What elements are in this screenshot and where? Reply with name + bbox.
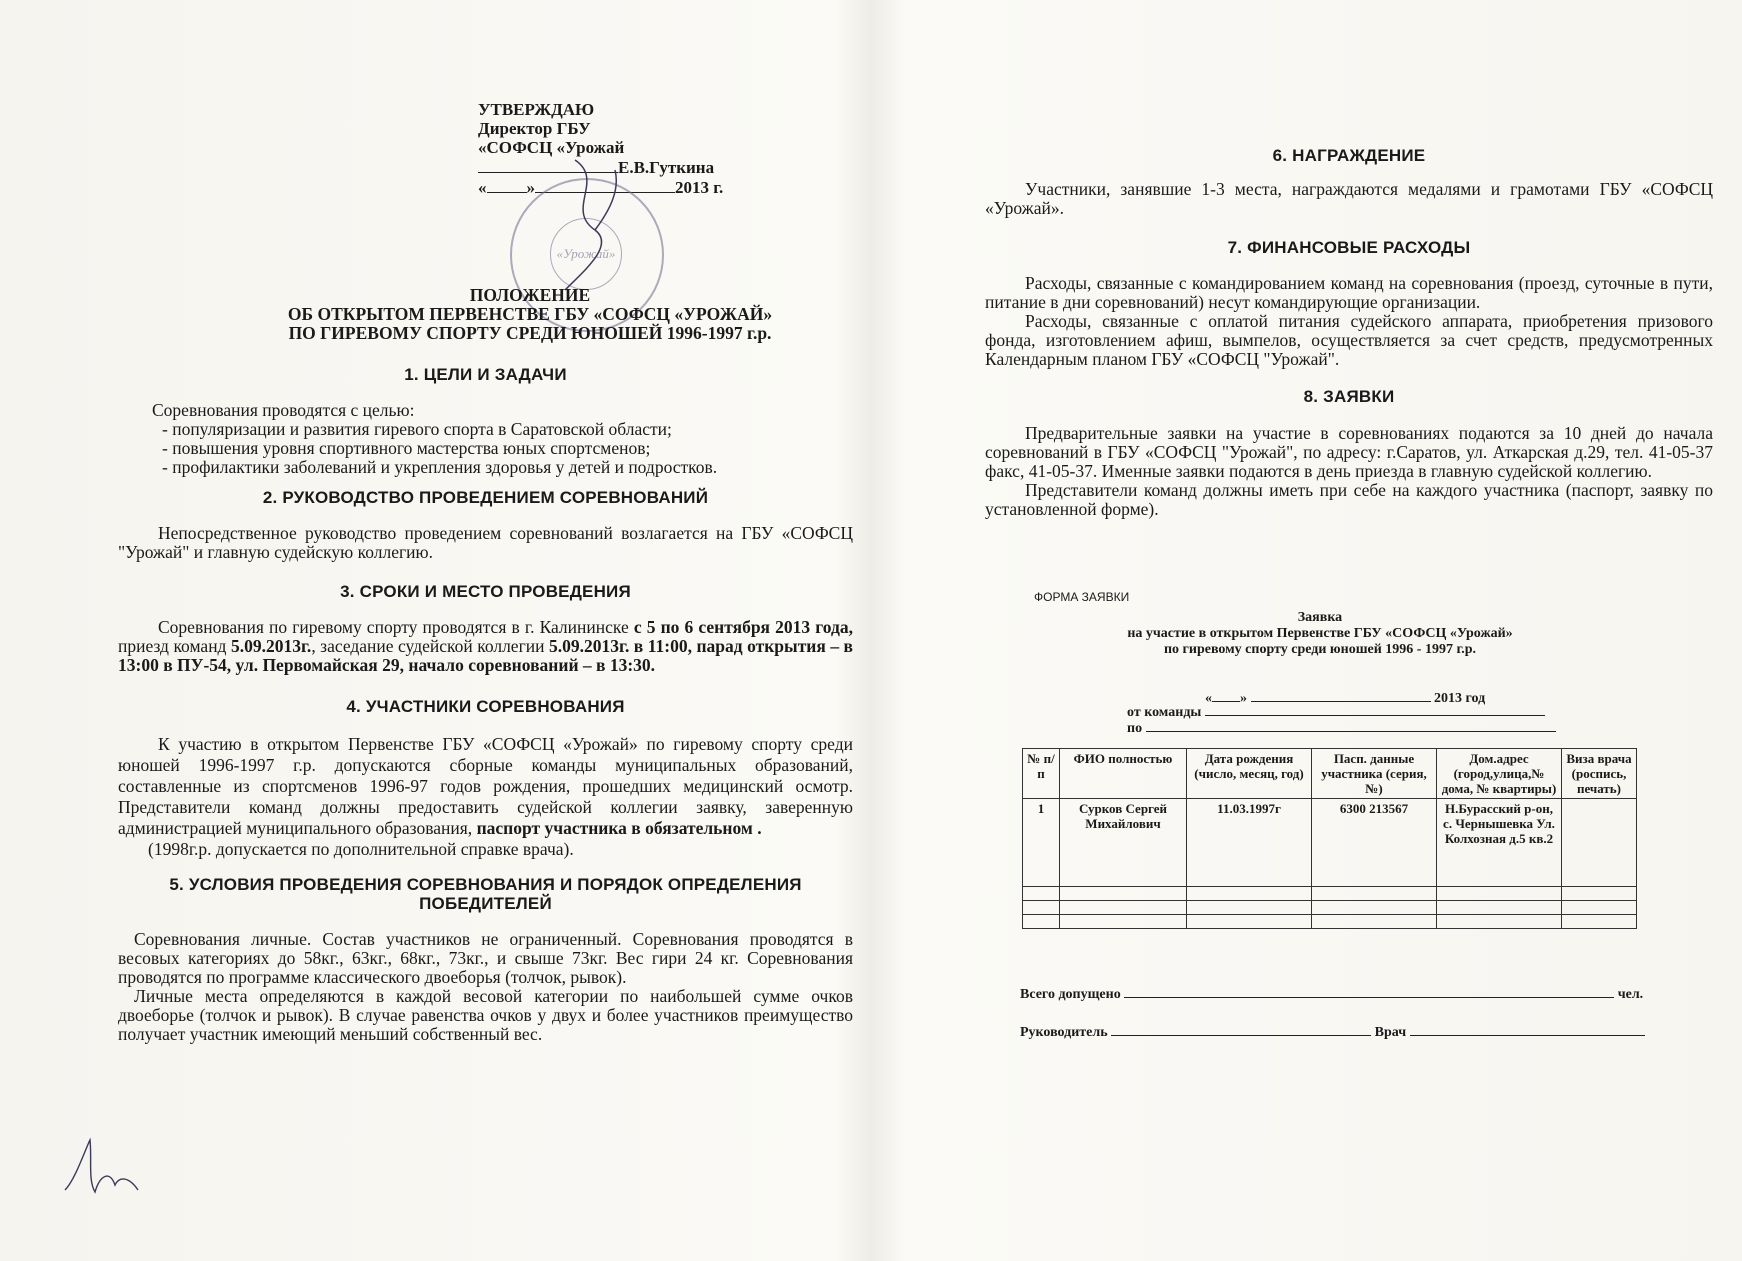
- sec1-heading: 1. ЦЕЛИ И ЗАДАЧИ: [404, 365, 567, 384]
- approval-line2: Директор ГБУ: [478, 119, 591, 138]
- sec2-text: Непосредственное руководство проведением соревнований возлагается на ГБУ «СОФСЦ "Урожай" и главную судейскую коллегию.: [118, 523, 853, 562]
- sec4-note: (1998г.р. допускается по дополнительной справке врача).: [148, 839, 574, 859]
- document-title: [200, 286, 860, 343]
- form-date: « » 2013 год: [1205, 686, 1485, 707]
- table-row: [1023, 901, 1637, 915]
- table-header-cell: Пасп. данные участника (серия, №): [1312, 749, 1437, 799]
- sec7-heading: 7. ФИНАНСОВЫЕ РАСХОДЫ: [1227, 238, 1471, 257]
- table-cell: 1: [1023, 799, 1060, 887]
- title-line1: ПОЛОЖЕНИЕ: [469, 285, 591, 305]
- sec1-item: - популяризации и развития гиревого спорта в Саратовской области;: [162, 419, 672, 439]
- sec5-p1: Соревнования личные. Состав участников не ограниченный. Соревнования проводятся в весовых категориях до 58кг., 63кг., 68кг., 73кг., и свыше 73кг. Вес гири 24 кг. Соревнования проводятся по программе классического двоеборья (толчок, рывок).: [118, 929, 853, 987]
- sec6-text: Участники, занявшие 1-3 места, награждаются медалями и грамотами ГБУ «СОФСЦ «Урожай».: [985, 179, 1713, 218]
- approval-year: 2013 г.: [675, 178, 724, 197]
- title-line3: ПО ГИРЕВОМУ СПОРТУ СРЕДИ ЮНОШЕЙ 1996-1997 г.р.: [288, 323, 772, 343]
- approval-date-line: « » 2013 г.: [478, 178, 724, 197]
- sec1-item: - профилактики заболеваний и укрепления здоровья у детей и подростков.: [162, 457, 718, 477]
- sec7-p2: Расходы, связанные с оплатой питания судейского аппарата, приобретения призового фонда, изготовлением афиш, вымпелов, осуществляется за счет средств, предусмотренных Календарным планом ГБУ «СОФСЦ "Урожай".: [985, 311, 1713, 369]
- director-signature: [555, 150, 635, 300]
- sec7-p1: Расходы, связанные с командированием команд на соревнования (проезд, суточные в пути, питание в дни соревнований) несут командирующие организации.: [985, 273, 1713, 312]
- approval-signer: Е.В.Гуткина: [618, 158, 715, 177]
- sec6-heading: 6. НАГРАЖДЕНИЕ: [1272, 146, 1426, 165]
- table-header-row: [1023, 749, 1637, 799]
- form-total: Всего допущено чел.: [1020, 982, 1643, 1003]
- application-table: [1022, 748, 1637, 929]
- table-header-cell: Виза врача (роспись, печать): [1562, 749, 1637, 799]
- form-title: Заявка на участие в открытом Первенстве ГБУ «СОФСЦ «Урожай» по гиревому спорту среди юношей 1996 - 1997 г.р.: [1127, 610, 1513, 657]
- sec2-heading: 2. РУКОВОДСТВО ПРОВЕДЕНИЕМ СОРЕВНОВАНИЙ: [262, 488, 709, 507]
- right-column: [985, 146, 1713, 519]
- form-label: ФОРМА ЗАЯВКИ: [1034, 590, 1130, 604]
- table-cell: 11.03.1997г: [1187, 799, 1312, 887]
- sec8-heading: 8. ЗАЯВКИ: [1303, 387, 1395, 406]
- form-signatures: Руководитель Врач: [1020, 1020, 1645, 1041]
- table-row: [1023, 799, 1637, 887]
- form-sport: по: [1127, 716, 1556, 737]
- handwritten-initials: [60, 1130, 150, 1210]
- table-cell: [1562, 799, 1637, 887]
- approval-line3: «СОФСЦ «Урожай: [478, 138, 625, 157]
- table-header-cell: Дата рождения (число, месяц, год): [1187, 749, 1312, 799]
- sec5-p2: Личные места определяются в каждой весовой категории по наибольшей сумме очков двоеборье (толчок и рывок). В случае равенства очков у двух и более участников преимущество получает участник имеющий меньший собственный вес.: [118, 986, 853, 1044]
- sec1-item: - повышения уровня спортивного мастерства юных спортсменов;: [162, 438, 651, 458]
- table-header-cell: № п/п: [1023, 749, 1060, 799]
- sec3-text: Соревнования по гиревому спорту проводятся в г. Калининске с 5 по 6 сентября 2013 года, приезд команд 5.09.2013г., заседание судейской коллегии 5.09.2013г. в 11:00, парад открытия – в 13:00 в ПУ-54, ул. Первомайская 29, начало соревнований – в 13:30.: [118, 617, 853, 675]
- table-header-cell: ФИО полностью: [1060, 749, 1187, 799]
- sec8-p1: Предварительные заявки на участие в соревнованиях подаются за 10 дней до начала соревнований в ГБУ «СОФСЦ "Урожай", по адресу: г.Саратов, ул. Аткарская д.29, тел. 41-05-37 факс, 41-05-37. Именные заявки подаются в день приезда в главную судейской коллегию.: [985, 423, 1713, 481]
- stamp-center: «Урожай»: [550, 218, 622, 290]
- left-column: [118, 365, 853, 1044]
- sec8-p2: Представители команд должны иметь при себе на каждого участника (паспорт, заявку по установленной форме).: [985, 480, 1713, 519]
- form-team: от команды: [1127, 700, 1545, 721]
- table-row: [1023, 887, 1637, 901]
- approval-line1: УТВЕРЖДАЮ: [478, 100, 595, 119]
- sec1-intro: Соревнования проводятся с целью:: [152, 400, 415, 420]
- sec5-heading: 5. УСЛОВИЯ ПРОВЕДЕНИЯ СОРЕВНОВАНИЯ И ПОРЯДОК ОПРЕДЕЛЕНИЯ ПОБЕДИТЕЛЕЙ: [169, 875, 802, 913]
- table-header-cell: Дом.адрес (город,улица,№ дома, № квартиры): [1437, 749, 1562, 799]
- table-row: [1023, 915, 1637, 929]
- sec4-heading: 4. УЧАСТНИКИ СОРЕВНОВАНИЯ: [346, 697, 625, 716]
- sec3-heading: 3. СРОКИ И МЕСТО ПРОВЕДЕНИЯ: [340, 582, 631, 601]
- table-cell: 6300 213567: [1312, 799, 1437, 887]
- table-cell: Н.Бурасский р-он, с. Чернышевка Ул. Колхозная д.5 кв.2: [1437, 799, 1562, 887]
- sec1-list: [118, 420, 853, 477]
- sec4-text: К участию в открытом Первенстве ГБУ «СОФСЦ «Урожай» по гиревому спорту среди юношей 1996-1997 г.р. допускаются сборные команды муниципальных образований, составленные из спортсменов 1996-97 годов рождения, прошедших медицинский осмотр. Представители команд должны предоставить судейской коллегии заявку, заверенную администрацией муниципального образования, паспорт участника в обязательном .: [118, 734, 853, 838]
- table-cell: Сурков Сергей Михайлович: [1060, 799, 1187, 887]
- title-line2: ОБ ОТКРЫТОМ ПЕРВЕНСТВЕ ГБУ «СОФСЦ «УРОЖАЙ»: [287, 304, 773, 324]
